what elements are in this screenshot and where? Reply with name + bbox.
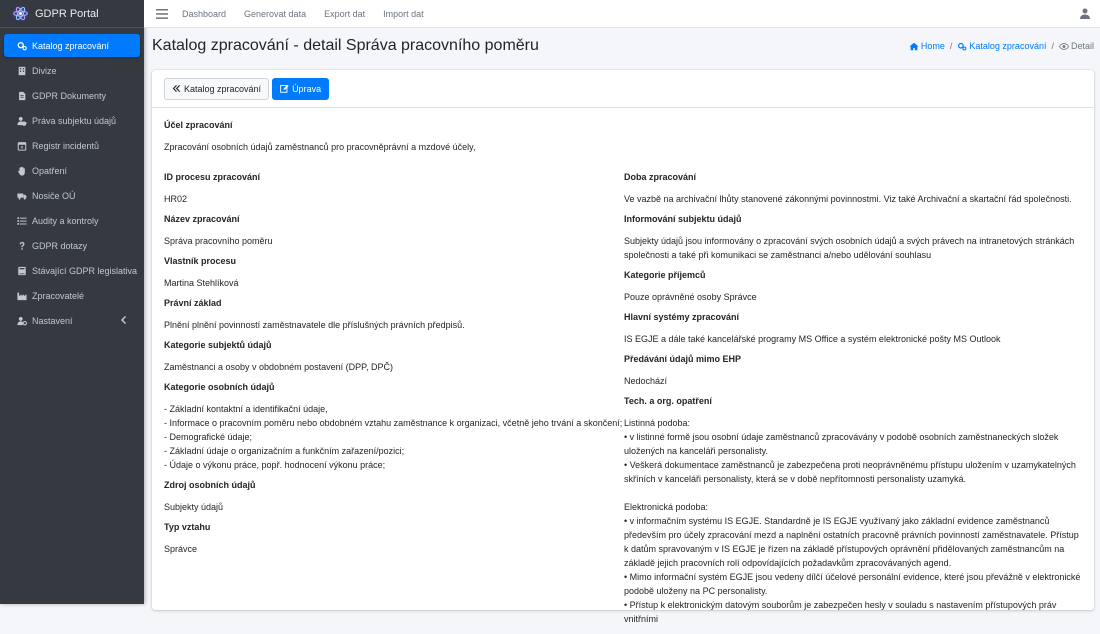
field-label: Kategorie subjektů údajů <box>164 340 272 350</box>
sidebar-item-nastaveni[interactable] <box>4 309 140 332</box>
detail-body <box>152 108 1094 634</box>
user-icon[interactable] <box>1080 8 1090 19</box>
edit-button[interactable] <box>272 78 329 100</box>
sidebar <box>0 0 144 604</box>
home-icon <box>909 42 919 51</box>
sidebar-item-label: GDPR dotazy <box>32 240 88 251</box>
card-toolbar <box>152 70 1094 108</box>
building-icon <box>16 65 27 76</box>
industry-icon <box>16 290 27 301</box>
field-process-name <box>164 214 624 248</box>
sidebar-item-legislativa[interactable] <box>4 259 140 282</box>
field-label: Název zpracování <box>164 214 240 224</box>
sidebar-item-label: Zpracovatelé <box>32 290 85 301</box>
sidebar-item-label: Divize <box>32 65 57 76</box>
sidebar-item-prava[interactable] <box>4 109 140 132</box>
field-retention <box>624 172 1082 206</box>
field-value: Správce <box>164 544 198 554</box>
field-process-owner <box>164 256 624 290</box>
field-recipients <box>624 270 1082 304</box>
detail-card <box>152 70 1094 624</box>
field-value: Správa pracovního poměru <box>164 236 273 246</box>
sidebar-item-divize[interactable] <box>4 59 140 82</box>
breadcrumb-catalog[interactable] <box>957 41 1046 51</box>
sidebar-item-label: Registr incidentů <box>32 140 100 151</box>
field-value: IS EGJE a dále také kancelářské programy MS Office a systém elektronické pošty MS Outlook <box>624 334 1001 344</box>
field-subject-categories <box>164 340 624 374</box>
field-label: Zdroj osobních údajů <box>164 480 256 490</box>
breadcrumb-catalog-label: Katalog zpracování <box>969 41 1047 51</box>
field-label: Předávání údajů mimo EHP <box>624 354 742 364</box>
field-label: Kategorie příjemců <box>624 270 706 280</box>
field-label: ID procesu zpracování <box>164 172 261 182</box>
brand[interactable] <box>0 0 144 28</box>
nav-link-import[interactable]: Import dat <box>383 8 424 19</box>
question-icon <box>16 240 27 251</box>
field-value: Martina Stehlíková <box>164 278 239 288</box>
cogs-icon <box>16 40 27 51</box>
field-value: Zpracování osobních údajů zaměstnanců pro pracovněprávní a mzdové účely, <box>164 142 476 152</box>
field-transfer-outside-eea <box>624 354 1082 388</box>
field-label: Hlavní systémy zpracování <box>624 312 740 322</box>
breadcrumb <box>909 41 1094 51</box>
field-value: Ve vazbě na archivační lhůty stanovené zákonnými povinnostmi. Viz také Archivační a skartační řád společnosti. <box>624 194 1072 204</box>
eye-icon <box>1059 42 1069 51</box>
field-value: Nedochází <box>624 376 668 386</box>
field-value: Zaměstnanci a osoby v obdobném postavení (DPP, DPČ) <box>164 362 393 372</box>
sidebar-item-dokumenty[interactable] <box>4 84 140 107</box>
field-value: Listinná podoba: • v listinné formě jsou osobní údaje zaměstnanců zpracovávány v podobě osobních zaměstnaneckých složek uložených na kanceláři personalisty. • Veškerá dokumentace zaměstnanců je zabezpečena proti neoprávněnému přístupu uložením v uzamykatelných skříních v kanceláři personalisty, která se v době nepřítomnosti personalisty uzamyká. Elektronická podoba: • v informačním systému IS EGJE. Standardně je IS EGJE využívaný jako základní evidence zaměstnanců především pro účely zpracování mezd a naplnění ostatních pracovně právních povinností zaměstnavatele. Přístup k datům spravovaným v IS EGJE je řízen na základě přístupových oprávnění přidělovaných zaměstnancům na základě jejich pracovních rolí odpovídajících požadavkům zpracovávaných agend. • Mimo informační systém EGJE jsou vedeny dílčí účelové personální evidence, které jsou převážně v elektronické podobě uloženy na PC personalisty. • Přístup k elektronickým datovým souborům je zabezpečen hesly v souladu s nastavením přístupových práv vnitřními <box>624 418 1081 624</box>
angle-double-left-icon <box>172 84 181 93</box>
field-value: Plnění plnění povinností zaměstnavatele dle příslušných právních předpisů. <box>164 320 465 330</box>
truck-icon <box>16 190 27 201</box>
page-title: Katalog zpracování - detail Správa pracovního poměru <box>152 37 539 54</box>
nav-link-dashboard[interactable]: Dashboard <box>182 8 227 19</box>
book-icon <box>16 265 27 276</box>
file-icon <box>16 90 27 101</box>
user-shield-icon <box>16 115 27 126</box>
menu-bars-icon[interactable] <box>156 9 168 19</box>
chevron-left-icon[interactable] <box>120 315 128 325</box>
sidebar-item-label: GDPR Dokumenty <box>32 90 107 101</box>
field-label: Účel zpracování <box>164 120 233 130</box>
sidebar-item-katalog[interactable] <box>4 34 140 57</box>
field-value: Subjekty údajů <box>164 502 224 512</box>
sidebar-item-label: Stávající GDPR legislativa <box>32 265 138 276</box>
field-data-source <box>164 480 624 514</box>
back-button-label: Katalog zpracování <box>184 83 262 94</box>
field-value: Subjekty údajů jsou informovány o zpracování svých osobních údajů a svých právech na intranetových stránkách společnosti a také při komunikaci se zaměstnanci a/nebo udělování souhlasu <box>624 236 1075 260</box>
user-cog-icon <box>16 315 27 326</box>
field-value: Pouze oprávněné osoby Správce <box>624 292 757 302</box>
field-main-systems <box>624 312 1082 346</box>
sidebar-item-label: Nosiče OÚ <box>32 190 76 201</box>
field-value: HR02 <box>164 194 188 204</box>
tasks-icon <box>16 215 27 226</box>
calendar-icon <box>16 140 27 151</box>
edit-button-label: Úprava <box>292 83 322 94</box>
field-data-categories <box>164 382 624 472</box>
sidebar-item-opatreni[interactable] <box>4 159 140 182</box>
nav-link-generovat[interactable]: Generovat data <box>244 8 307 19</box>
sidebar-item-registr[interactable] <box>4 134 140 157</box>
field-tech-org-measures <box>624 396 1082 626</box>
field-label: Právní základ <box>164 298 222 308</box>
breadcrumb-home-label: Home <box>920 41 945 51</box>
sidebar-item-audity[interactable] <box>4 209 140 232</box>
nav-link-export[interactable]: Export dat <box>324 8 366 19</box>
breadcrumb-current-label: Detail <box>1070 41 1094 51</box>
field-label: Typ vztahu <box>164 522 211 532</box>
field-label: Tech. a org. opatření <box>624 396 712 406</box>
breadcrumb-home[interactable] <box>909 41 945 51</box>
field-label: Informování subjektu údajů <box>624 214 742 224</box>
field-relationship-type <box>164 522 624 556</box>
field-purpose <box>164 120 1082 154</box>
sidebar-item-dotazy[interactable] <box>4 234 140 257</box>
detail-column-left <box>164 172 624 634</box>
topbar <box>144 0 1100 28</box>
cogs-icon <box>957 42 967 51</box>
detail-column-right <box>624 172 1082 634</box>
edit-icon <box>280 84 289 93</box>
field-process-id <box>164 172 624 206</box>
field-label: Vlastník procesu <box>164 256 237 266</box>
field-value: - Základní kontaktní a identifikační údaje, - Informace o pracovním poměru nebo obdobném vztahu zaměstnance k organizaci, včetně jeho trvání a skončení; - Demografické údaje; - Základní údaje o organizačním a funkčním zařazení/pozici; - Údaje o výkonu práce, popř. hodnocení výkonu práce; <box>164 404 623 470</box>
sidebar-item-label: Práva subjektu údajů <box>32 115 117 126</box>
sidebar-nav <box>0 28 144 332</box>
hand-icon <box>16 165 27 176</box>
back-to-catalog-button[interactable] <box>164 78 269 100</box>
sidebar-item-label: Opatření <box>32 165 68 176</box>
breadcrumb-separator: / <box>1051 41 1054 51</box>
detail-columns <box>164 172 1082 634</box>
sidebar-item-label: Nastavení <box>32 315 73 326</box>
field-legal-basis <box>164 298 624 332</box>
brand-name: GDPR Portal <box>35 7 99 20</box>
sidebar-item-label: Katalog zpracování <box>32 40 110 51</box>
sidebar-item-zpracovatele[interactable] <box>4 284 140 307</box>
field-label: Kategorie osobních údajů <box>164 382 275 392</box>
brand-logo-icon <box>12 5 29 22</box>
breadcrumb-current <box>1059 41 1094 51</box>
field-label: Doba zpracování <box>624 172 697 182</box>
sidebar-item-label: Audity a kontroly <box>32 215 99 226</box>
field-subject-info <box>624 214 1082 262</box>
breadcrumb-separator: / <box>949 41 953 51</box>
sidebar-item-nosice[interactable] <box>4 184 140 207</box>
